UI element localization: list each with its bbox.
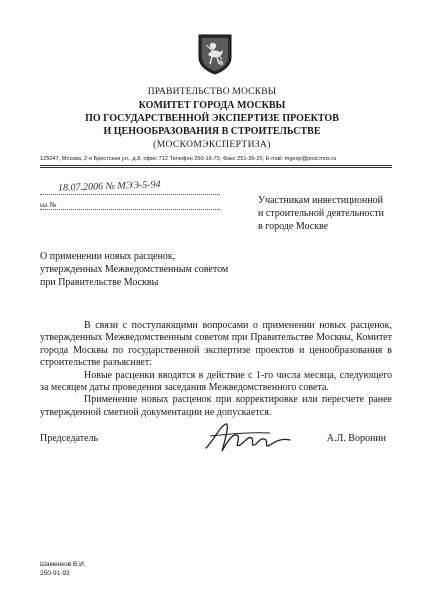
handwritten-signature [200,418,295,458]
executor-phone: 250-91-93 [40,570,70,577]
committee-short-name: (МОСКОМЭКСПЕРТИЗА) [153,140,271,150]
committee-name-line2: ПО ГОСУДАРСТВЕННОЙ ЭКСПЕРТИЗЕ ПРОЕКТОВ [85,113,339,124]
outgoing-number-underline [40,194,220,195]
moscow-coat-of-arms-icon [196,33,234,75]
letter-body [40,320,392,419]
subject-line: при Правительстве Москвы [40,277,159,288]
government-name: ПРАВИТЕЛЬСТВО МОСКВЫ [147,87,277,97]
addressee-line: Участникам инвестиционной [258,195,384,206]
body-paragraph: Применение новых расценок при корректировке или пересчете ранее утвержденной сметной документации не допускается. [40,394,392,418]
signatory-role: Председатель [40,433,99,444]
subject-line: утвержденных Межведомственным советом [40,264,229,275]
letter-subject [40,250,228,289]
outgoing-date-number: 18.07.2006 № МЭЭ-5-94 [57,179,161,194]
addressee-line: и строительной деятельности [258,208,384,219]
letterhead-rule-thin [40,167,392,168]
reply-to-underline [40,209,220,210]
subject-line: О применении новых расценок, [40,251,176,262]
signatory-name: А.Л. Воронин [326,433,386,444]
reply-to-line [40,198,220,210]
executor-info [40,560,86,578]
committee-name-line3: И ЦЕНООБРАЗОВАНИЯ В СТРОИТЕЛЬСТВЕ [103,126,321,137]
reply-to-label: на № [40,200,57,209]
letterhead-rule [40,165,392,166]
letterhead-address: 125047, Москва, 2-я Брестская ул., д.8, офис 712 Телефон 250-16-70, Факс 251-36-20, E-mail: mgexp@post.mos.ru [40,156,337,162]
addressee-line: в городе Москве [258,221,329,232]
body-paragraph: В связи с поступающими вопросами о применении новых расценок, утвержденных Межведомственным советом при Правительстве Москвы, Комитет города Москвы по государственной экспертизе проектов и ценообразования в строительстве разъясняет: [40,320,392,369]
executor-name: Шаменков В.И. [40,561,86,568]
body-paragraph: Новые расценки вводятся в действие с 1-го числа месяца, следующего за месяцем даты проведения заседания Межведомственного совета. [40,369,392,394]
addressee-block [258,194,384,233]
committee-name-line1: КОМИТЕТ ГОРОДА МОСКВЫ [138,100,286,111]
